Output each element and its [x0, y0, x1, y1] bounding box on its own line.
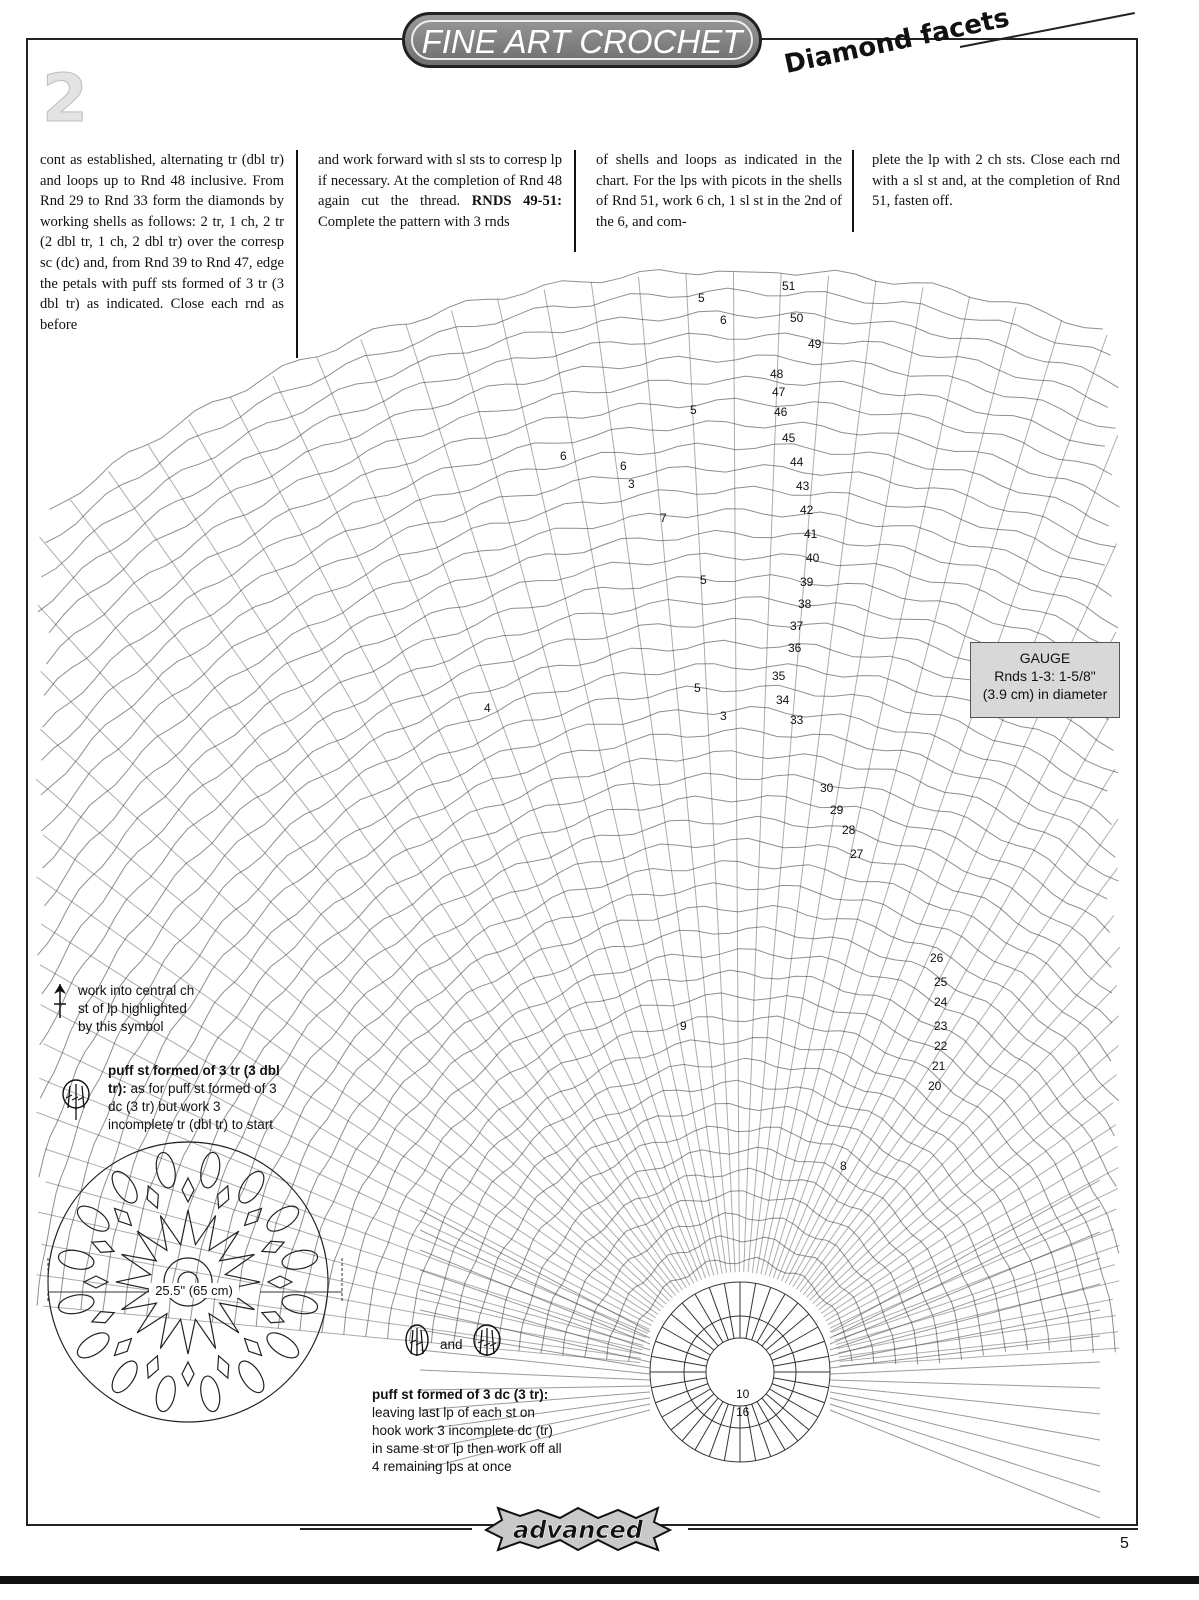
dimension-label: [46, 1283, 342, 1298]
round-label: 44: [790, 455, 804, 469]
round-label: 28: [842, 823, 856, 837]
puff-dc-note: [372, 1386, 562, 1476]
stitch-count-label: 16: [736, 1405, 750, 1419]
badge-text: advanced: [513, 1516, 643, 1544]
round-label: 30: [820, 781, 834, 795]
central-ch-note: [78, 982, 238, 1036]
stitch-count-label: 3: [720, 709, 727, 723]
column-2-tail: Complete the pattern with 3 rnds: [318, 213, 510, 230]
stitch-count-label: 4: [484, 701, 491, 715]
gauge-line-1: Rnds 1-3: 1-5/8": [994, 668, 1096, 684]
advanced-badge: [480, 1504, 676, 1554]
banner-title: FINE ART CROCHET: [421, 23, 743, 60]
round-label: 25: [934, 975, 948, 989]
stitch-count-label: 8: [840, 1159, 847, 1173]
text-column-3: of shells and loops as indicated in the chart. For the lps with picots in the shells of Rnd 51, work 6 ch, 1 sl st in the 2nd of the 6, and com-: [596, 152, 842, 230]
note-text: as for puff st formed of 3 dc (3 tr) but work 3 incomplete tr (dbl tr) to start: [108, 1081, 277, 1132]
round-label: 23: [934, 1019, 948, 1033]
round-label: 29: [830, 803, 844, 817]
round-label: 48: [770, 367, 784, 381]
note-heading: puff st formed of 3 tr (3 dbl tr):: [108, 1063, 280, 1096]
pattern-number: 2: [42, 60, 88, 137]
stitch-count-label: 5: [698, 291, 705, 305]
pattern-subtitle: Diamond facets: [781, 3, 1012, 81]
round-label: 20: [928, 1079, 942, 1093]
dimension-text: 25.5" (65 cm): [149, 1283, 239, 1298]
round-label: 45: [782, 431, 796, 445]
stitch-count-label: 3: [628, 477, 635, 491]
round-label: 33: [790, 713, 804, 727]
round-label: 47: [772, 385, 786, 399]
puff-dc-symbol-icon: [402, 1322, 432, 1366]
column-2-text: and work forward with sl sts to corresp lp if necessary. At the completion of Rnd 48 again cut the thread.: [318, 152, 562, 210]
round-label: 43: [796, 479, 810, 493]
round-label: 42: [800, 503, 814, 517]
round-label: 41: [804, 527, 818, 541]
round-label: 34: [776, 693, 790, 707]
note-text: leaving last lp of each st on hook work 3 incomplete dc (tr) in same st or lp then work off all 4 remaining lps at once: [372, 1405, 562, 1474]
gauge-line-2: (3.9 cm) in diameter: [982, 686, 1108, 702]
puff-tr-symbol-icon: [58, 1078, 94, 1122]
stitch-count-label: 5: [690, 403, 697, 417]
footer-rule-left: [300, 1528, 472, 1530]
round-label: 26: [930, 951, 944, 965]
arrow-symbol-icon: [48, 980, 72, 1020]
and-label: and: [440, 1337, 463, 1352]
note-heading: puff st formed of 3 dc (3 tr):: [372, 1387, 549, 1402]
round-label: 51: [782, 279, 796, 293]
puff-tr-symbol-icon: [470, 1322, 504, 1366]
page-number: 5: [1120, 1535, 1129, 1552]
stitch-count-label: 6: [560, 449, 567, 463]
stitch-count-label: 6: [620, 459, 627, 473]
round-label: 36: [788, 641, 802, 655]
round-label: 22: [934, 1039, 948, 1053]
round-label: 27: [850, 847, 864, 861]
text-column-4: plete the lp with 2 ch sts. Close each rnd with a sl st and, at the completion of Rnd 51, fasten off.: [872, 152, 1120, 210]
stitch-count-label: 5: [700, 573, 707, 587]
note-line: st of lp highlighted: [78, 1001, 187, 1016]
note-line: by this symbol: [78, 1019, 164, 1034]
stitch-count-label: 6: [720, 313, 727, 327]
note-line: work into central ch: [78, 983, 195, 998]
stitch-count-label: 7: [660, 511, 667, 525]
page-bottom-edge: [0, 1576, 1199, 1584]
round-label: 38: [798, 597, 812, 611]
text-column-1: cont as established, alternating tr (dbl tr) and loops up to Rnd 48 inclusive. From Rnd 29 to Rnd 33 form the diamonds by working shells as follows: 2 tr, 1 ch, 2 tr (2 dbl tr, 1 ch, 2 dbl tr) over the corresp sc (dc) and, from Rnd 39 to Rnd 47, edge the petals with puff sts formed of 3 tr (3 dbl tr) as indicated. Close each rnd as before: [40, 152, 284, 333]
round-label: 46: [774, 405, 788, 419]
column-2-heading: RNDS 49-51:: [471, 193, 562, 210]
round-label: 21: [932, 1059, 946, 1073]
gauge-box: [970, 642, 1120, 718]
stitch-count-label: 10: [736, 1387, 750, 1401]
round-label: 35: [772, 669, 786, 683]
round-label: 50: [790, 311, 804, 325]
round-label: 24: [934, 995, 948, 1009]
round-label: 37: [790, 619, 804, 633]
round-label: 40: [806, 551, 820, 565]
footer-rule-right: [688, 1528, 1138, 1530]
round-label: 39: [800, 575, 814, 589]
puff-tr-note: [108, 1062, 284, 1134]
stitch-count-label: 5: [694, 681, 701, 695]
stitch-count-label: 9: [680, 1019, 687, 1033]
gauge-title: GAUGE: [1019, 650, 1071, 666]
round-label: 49: [808, 337, 822, 351]
